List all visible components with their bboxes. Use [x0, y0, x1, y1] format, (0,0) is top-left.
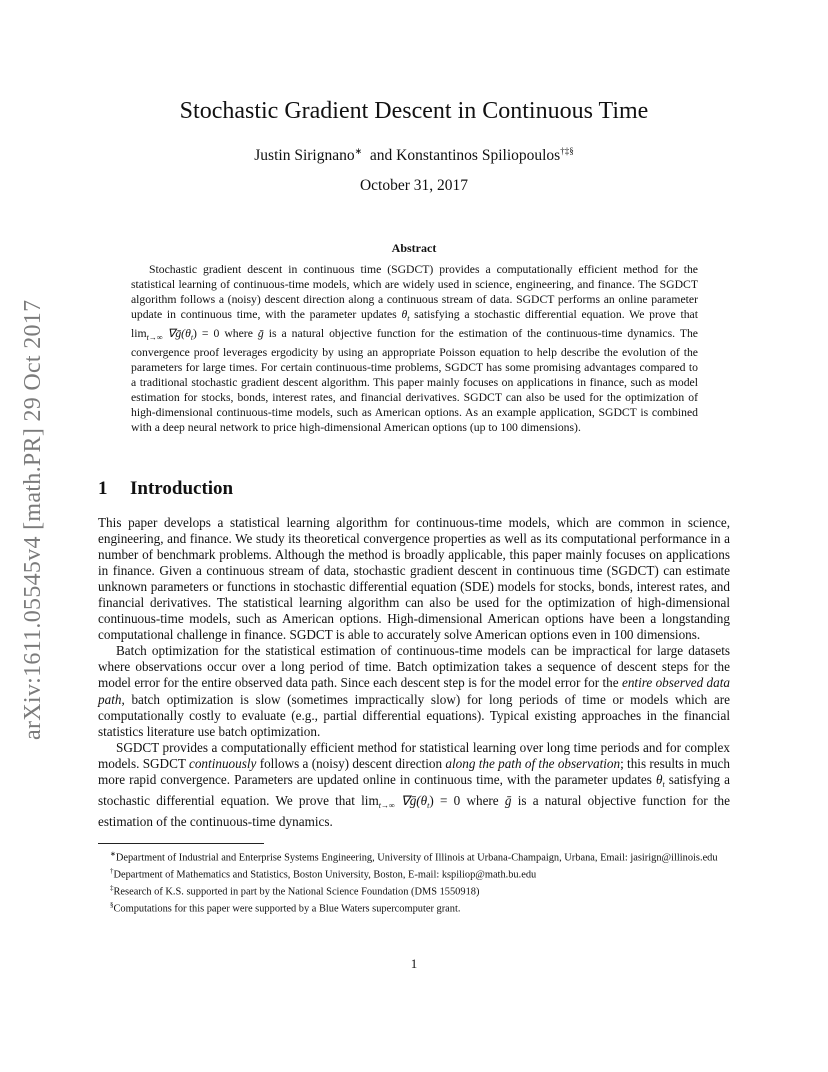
- text-segment: follows a (noisy) descent direction: [256, 755, 446, 771]
- math-subscript: t→∞: [146, 332, 163, 342]
- math-subscript: t: [427, 800, 430, 810]
- footnote-text: Department of Mathematics and Statistics, Boston University, Boston, E-mail: kspiliop@math.bu.edu: [113, 869, 537, 881]
- text-segment: Batch optimization for the statistical estimation of continuous-time models can be impractical for large datasets where observations occur over a long period of time. Batch optimization takes a sequence of descent steps for the model error for the entire observed data path. Since each descent step is for the model error for the: [98, 643, 730, 691]
- footnote: [98, 899, 732, 916]
- text-segment: , batch optimization is slow (sometimes impractically slow) for long periods of time or models which are computationally costly to evaluate (e.g., partial differential equations). Typical existing approaches in the financial statistics literature use batch optimization.: [98, 691, 730, 739]
- text-segment: ; this results in much more rapid convergence. Parameters are updated online in continuous time, with the parameter updates: [98, 755, 730, 787]
- footnote-mark: §: [110, 901, 114, 910]
- footnote-mark: ‡: [110, 884, 114, 893]
- paper-title: Stochastic Gradient Descent in Continuous Time: [179, 98, 649, 124]
- footnote-text: Research of K.S. supported in part by the National Science Foundation (DMS 1550918): [113, 886, 480, 898]
- paragraph: [98, 740, 730, 830]
- footnotes: [98, 848, 732, 916]
- abstract-heading: Abstract: [391, 241, 437, 255]
- footnote-mark: †‡§: [560, 146, 574, 156]
- text-segment: SGDCT provides a computationally efficient method for statistical learning over long time periods and for complex models. SGDCT: [98, 739, 730, 771]
- section-title: Introduction: [130, 478, 234, 499]
- text-segment: is a natural objective function for the estimation of the continuous-time dynamics.: [98, 792, 730, 829]
- abstract-text: [131, 263, 698, 435]
- emphasis: along the path of the observation: [445, 755, 621, 771]
- footnote-mark: ∗: [354, 146, 363, 156]
- author-conjunction: and: [369, 147, 393, 165]
- text-segment: ) = 0 where: [429, 792, 505, 808]
- text-segment: ) = 0 where: [193, 326, 258, 340]
- paper-date: October 31, 2017: [359, 177, 469, 194]
- author-line: [0, 146, 828, 165]
- emphasis: entire observed data path: [98, 675, 730, 707]
- math-symbol: θ: [401, 307, 408, 321]
- section-number: 1: [98, 478, 108, 499]
- math-symbol: ḡ: [257, 326, 264, 340]
- math-subscript: t→∞: [378, 800, 395, 810]
- footnote-mark: †: [110, 867, 114, 876]
- footnote-text: Computations for this paper were supported by a Blue Waters supercomputer grant.: [113, 903, 461, 915]
- page-number: 1: [410, 956, 418, 971]
- paragraph: This paper develops a statistical learning algorithm for continuous-time models, which are common in science, engineering, and finance. We study its theoretical convergence properties as well as its computational performance in a number of benchmark problems. Although the method is broadly applicable, this paper mainly focuses on applications in finance. Given a continuous stream of data, stochastic gradient descent in continuous time (SGDCT) can estimate unknown parameters or functions in stochastic differential equation (SDE) models for stocks, bonds, interest rates, and financial derivatives. The statistical learning algorithm can also be used for the optimization of high-dimensional continuous-time models, such as American options. High-dimensional American options have been a longstanding computational challenge in finance. SGDCT is able to accurately solve American options even in 100 dimensions.: [98, 515, 730, 643]
- text-segment: satisfying a stochastic differential equation. We prove that lim: [98, 771, 731, 808]
- footnote-rule: [98, 843, 264, 844]
- text-segment: Stochastic gradient descent in continuous time (SGDCT) provides a computationally efficient method for the statistical learning of continuous-time models, which are widely used in science, engineering, and finance. The SGDCT algorithm follows a (noisy) descent direction along a continuous stream of data. SGDCT performs an online parameter update in continuous time, with the parameter updates: [131, 263, 698, 321]
- text-segment: satisfying a stochastic differential equation. We prove that lim: [131, 307, 698, 340]
- paragraph: [98, 643, 730, 739]
- math-symbol: θ: [655, 771, 663, 787]
- footnote-text: Department of Industrial and Enterprise Systems Engineering, University of Illinois at Urbana-Champaign, Urbana, Email: jasirign@illinois.edu: [115, 852, 718, 864]
- body-text: [98, 515, 730, 830]
- math-expression: ∇ḡ(θ: [162, 326, 191, 340]
- footnote: [98, 865, 732, 882]
- author-name: Justin Sirignano: [254, 147, 355, 165]
- math-subscript: t: [407, 313, 410, 323]
- text-segment: is a natural objective function for the estimation of the continuous-time dynamics. The convergence proof leverages ergodicity by using an appropriate Poisson equation to help describe the evolution of the parameters for large times. For certain continuous-time problems, SGDCT has some promising advantages compared to a traditional stochastic gradient descent algorithm. This paper mainly focuses on applications in finance, such as model estimation for stocks, bonds, interest rates, and financial derivatives. SGDCT can also be used for the optimization of high-dimensional continuous-time models, such as American options. As an example application, SGDCT is combined with a deep neural network to price high-dimensional American options (up to 100 dimensions).: [131, 326, 698, 434]
- section-heading: [98, 478, 233, 500]
- footnote-mark: ∗: [110, 850, 116, 858]
- math-subscript: t: [662, 779, 665, 789]
- emphasis: continuously: [188, 755, 257, 771]
- math-symbol: ḡ: [504, 792, 512, 808]
- math-subscript: t: [190, 332, 194, 342]
- author-name: Konstantinos Spiliopoulos: [396, 147, 561, 165]
- math-expression: ∇ḡ(θ: [394, 792, 428, 808]
- footnote: [98, 882, 732, 899]
- arxiv-identifier: arXiv:1611.05545v4 [math.PR] 29 Oct 2017: [20, 299, 46, 740]
- footnote: [98, 848, 732, 865]
